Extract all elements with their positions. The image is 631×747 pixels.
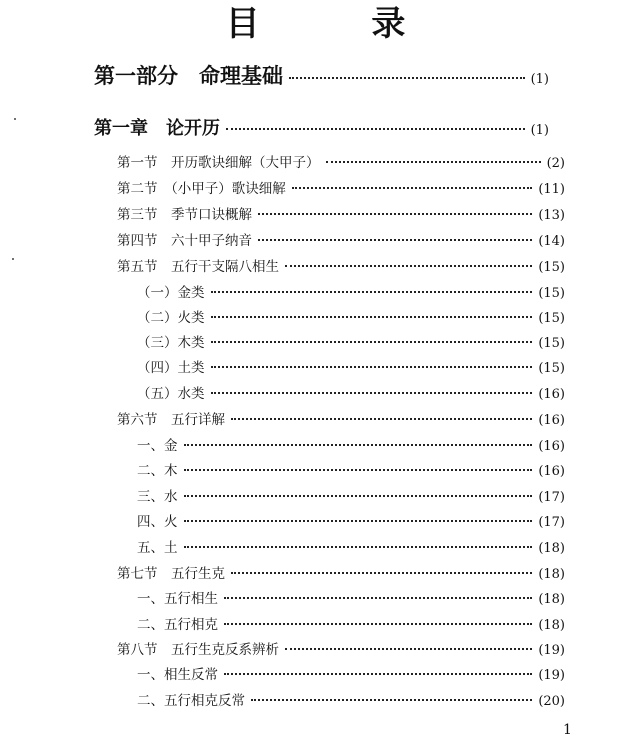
toc-entry-page: (11) — [538, 182, 565, 197]
dot-leader — [285, 648, 532, 650]
toc-entry-sub — [137, 485, 565, 505]
toc-entry-sub — [137, 536, 565, 556]
toc-entry-sub — [137, 331, 565, 351]
toc-entry-page: (13) — [538, 208, 565, 223]
toc-entry-label: 一、金 — [137, 438, 178, 454]
toc-entry-label: 第二节 （小甲子）歌诀细解 — [117, 181, 286, 197]
toc-entry-sub — [137, 382, 565, 402]
dot-leader — [258, 213, 532, 215]
toc-entry-sub — [137, 434, 565, 454]
dot-leader — [258, 239, 532, 241]
dot-leader — [231, 418, 532, 420]
toc-entry-label: 第一节 开历歌诀细解（大甲子） — [117, 155, 320, 171]
dot-leader — [224, 623, 532, 625]
toc-entry-page: (18) — [538, 567, 565, 582]
dot-leader — [231, 572, 532, 574]
toc-entry-label: 四、火 — [137, 514, 178, 530]
dot-leader — [184, 495, 533, 497]
toc-entry-page: (16) — [538, 464, 565, 479]
toc-entry-page: (16) — [538, 439, 565, 454]
toc-entry-sub — [137, 356, 565, 376]
dot-leader — [292, 187, 533, 189]
toc-entry-section — [117, 203, 565, 223]
toc-entry-label: （三）木类 — [137, 335, 205, 351]
toc-entry-page: (15) — [538, 336, 565, 351]
dot-leader — [226, 128, 525, 130]
toc-entry-label: （二）火类 — [137, 310, 205, 326]
toc-entry-label: 二、五行相克 — [137, 617, 218, 633]
toc-entry-sub — [137, 689, 565, 709]
toc-entry-section — [117, 151, 565, 171]
dot-leader — [211, 366, 533, 368]
toc-entry-sub — [137, 613, 565, 633]
toc-entry-section — [117, 229, 565, 249]
toc-entry-page: (16) — [538, 387, 565, 402]
toc-entry-label: 五、土 — [137, 540, 178, 556]
toc-entry-section — [117, 562, 565, 582]
toc-entry-sub — [137, 306, 565, 326]
toc-entry-sub — [137, 510, 565, 530]
toc-entry-label: 一、五行相生 — [137, 591, 218, 607]
dot-leader — [184, 546, 533, 548]
toc-entry-label: 第一章 论开历 — [94, 118, 220, 139]
toc-entry-label: 第一部分 命理基础 — [94, 64, 283, 88]
toc-entry-section — [117, 638, 565, 658]
toc-entry-page: (2) — [546, 156, 565, 171]
scan-speck — [12, 258, 14, 260]
toc-entry-label: 第七节 五行生克 — [117, 566, 225, 582]
toc-entry-chapter — [94, 114, 549, 140]
toc-entry-page: (14) — [538, 234, 565, 249]
dot-leader — [211, 392, 533, 394]
dot-leader — [184, 469, 533, 471]
toc-entry-page: (1) — [530, 123, 549, 138]
toc-entry-sub — [137, 459, 565, 479]
toc-entry-label: （一）金类 — [137, 285, 205, 301]
dot-leader — [184, 444, 533, 446]
dot-leader — [289, 77, 525, 79]
toc-entry-part — [94, 60, 549, 90]
toc-entry-sub — [137, 663, 565, 683]
toc-entry-page: (17) — [538, 515, 565, 530]
toc-entry-page: (19) — [538, 643, 565, 658]
toc-entry-label: 第三节 季节口诀概解 — [117, 207, 252, 223]
toc-entry-label: （四）土类 — [137, 360, 205, 376]
toc-entry-section — [117, 255, 565, 275]
toc-entry-sub — [137, 281, 565, 301]
toc-entry-label: 二、五行相克反常 — [137, 693, 245, 709]
toc-entry-section — [117, 408, 565, 428]
toc-entry-page: (20) — [538, 694, 565, 709]
toc-entry-page: (15) — [538, 361, 565, 376]
toc-entry-page: (15) — [538, 286, 565, 301]
toc-entry-label: （五）水类 — [137, 386, 205, 402]
toc-entry-page: (19) — [538, 668, 565, 683]
scan-speck — [14, 118, 16, 120]
toc-entry-section — [117, 177, 565, 197]
toc-entry-page: (16) — [538, 413, 565, 428]
dot-leader — [211, 291, 533, 293]
page-number: 1 — [563, 722, 572, 738]
toc-entry-label: 三、水 — [137, 489, 178, 505]
dot-leader — [326, 161, 541, 163]
toc-entry-page: (18) — [538, 618, 565, 633]
toc-entry-label: 第四节 六十甲子纳音 — [117, 233, 252, 249]
toc-entry-label: 二、木 — [137, 463, 178, 479]
dot-leader — [211, 316, 533, 318]
toc-entry-page: (15) — [538, 260, 565, 275]
dot-leader — [251, 699, 532, 701]
toc-entry-label: 第八节 五行生克反系辨析 — [117, 642, 279, 658]
page-title: 目 录 — [225, 4, 456, 44]
dot-leader — [184, 520, 533, 522]
dot-leader — [224, 673, 532, 675]
dot-leader — [211, 341, 533, 343]
toc-entry-page: (18) — [538, 592, 565, 607]
toc-entry-page: (1) — [530, 72, 549, 87]
toc-entry-sub — [137, 587, 565, 607]
toc-entry-label: 第五节 五行干支隔八相生 — [117, 259, 279, 275]
toc-entry-page: (17) — [538, 490, 565, 505]
toc-entry-label: 一、相生反常 — [137, 667, 218, 683]
toc-entry-page: (15) — [538, 311, 565, 326]
toc-entry-page: (18) — [538, 541, 565, 556]
toc-entry-label: 第六节 五行详解 — [117, 412, 225, 428]
dot-leader — [285, 265, 532, 267]
dot-leader — [224, 597, 532, 599]
